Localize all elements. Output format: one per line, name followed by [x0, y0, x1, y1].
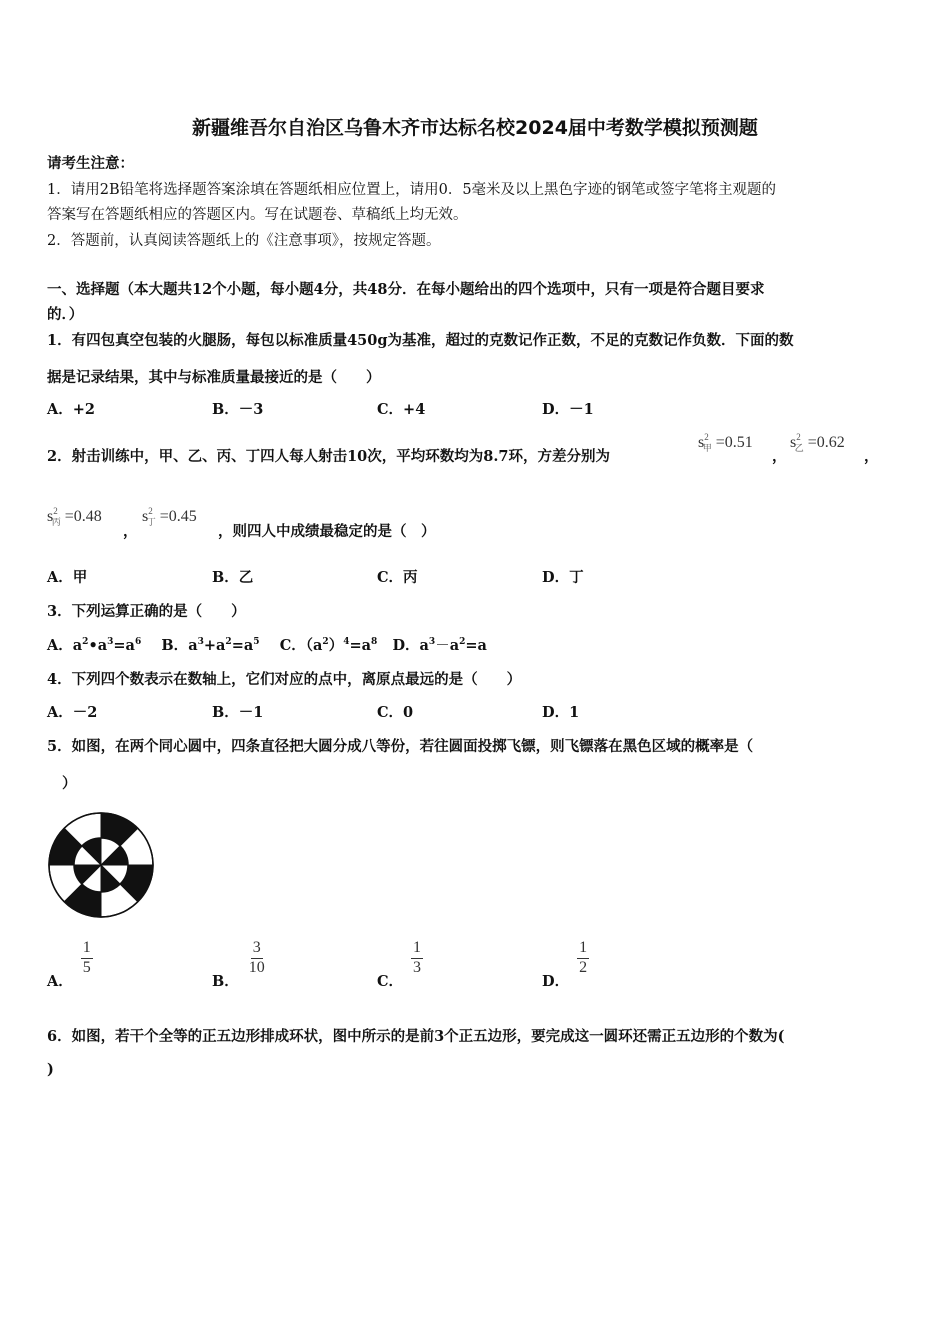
q5-text-line-1: 5．如图，在两个同心圆中，四条直径把大圆分成八等份，若往圆面投掷飞镖，则飞镖落在黑色区域的概率是（: [47, 738, 754, 755]
q3-option-a[interactable]: A．$a^2•a^3=a^6$: [47, 637, 142, 654]
q2-variance-jia: $s^2_甲 =0.51$: [698, 432, 753, 453]
notice-heading: 请考生注意：: [47, 155, 134, 172]
q4-text: 4．下列四个数表示在数轴上，它们对应的点中，离原点最远的是（ ）: [47, 671, 522, 688]
notice-line-2: 2．答题前，认真阅读答题纸上的《注意事项》，按规定答题。: [47, 233, 441, 249]
q4-option-c[interactable]: C．0: [377, 704, 414, 721]
q2-comma-2: ，: [864, 448, 879, 465]
section-heading-line-1: 一、选择题（本大题共12个小题，每小题4分，共48分．在每小题给出的四个选项中，只有一项是符合题目要求: [47, 281, 765, 298]
notice-line-1a: 1．请用2B铅笔将选择题答案涂填在答题纸相应位置上，请用0．5毫米及以上黑色字迹的钢笔或签字笔将主观题的: [47, 182, 777, 198]
q5-option-d[interactable]: D． $\frac{1}{2}$: [542, 939, 588, 991]
q3-option-b[interactable]: B．$a^3+a^2=a^5$: [161, 637, 260, 654]
q3-option-d[interactable]: D．$a^3-a^2=a$: [392, 637, 487, 654]
q6-text-line-1: 6．如图，若干个全等的正五边形排成环状，图中所示的是前3个正五边形，要完成这一圆环还需正五边形的个数为(: [47, 1028, 785, 1045]
q2-comma-3: ，: [123, 523, 138, 540]
q5-option-c[interactable]: C． $\frac{1}{3}$: [377, 939, 422, 991]
q1-option-c[interactable]: C．+4: [377, 401, 426, 418]
page-title: 新疆维吾尔自治区乌鲁木齐市达标名校2024届中考数学模拟预测题: [192, 117, 758, 139]
q1-option-a[interactable]: A．+2: [47, 401, 95, 418]
q2-variance-bing: $s^2_丙 =0.48$: [47, 506, 102, 527]
q1-option-d[interactable]: D．－1: [542, 401, 594, 418]
section-heading-line-2: 的．）: [47, 306, 84, 323]
q4-option-d[interactable]: D．1: [542, 704, 580, 721]
concentric-circles-figure: [46, 810, 156, 920]
q2-option-d[interactable]: D．丁: [542, 569, 584, 586]
q2-option-b[interactable]: B．乙: [212, 569, 254, 586]
q3-text: 3．下列运算正确的是（ ）: [47, 603, 246, 620]
q4-option-b[interactable]: B．－1: [212, 704, 264, 721]
q2-text-line-2: ，则四人中成绩最稳定的是（ ）: [218, 523, 436, 540]
q3-options-row: [47, 634, 487, 655]
q5-option-b[interactable]: B． $\frac{3}{10}$: [212, 939, 265, 991]
q2-text-line-1: 2．射击训练中，甲、乙、丙、丁四人每人射击10次，平均环数均为8.7环，方差分别为: [47, 448, 610, 465]
q6-text-line-2: ): [47, 1061, 54, 1078]
q5-text-line-2: ）: [62, 775, 77, 792]
q1-option-b[interactable]: B．－3: [212, 401, 264, 418]
q2-option-a[interactable]: A．甲: [47, 569, 88, 586]
q4-option-a[interactable]: A．－2: [47, 704, 98, 721]
q1-text-line-1: 1．有四包真空包装的火腿肠，每包以标准质量450g为基准，超过的克数记作正数，不足的克数记作负数．下面的数: [47, 332, 794, 349]
q1-text-line-2: 据是记录结果，其中与标准质量最接近的是（ ）: [47, 369, 381, 386]
notice-line-1b: 答案写在答题纸相应的答题区内。写在试题卷、草稿纸上均无效。: [47, 207, 468, 223]
q2-variance-yi: $s^2_乙 =0.62$: [790, 432, 845, 453]
q3-option-c[interactable]: C．$(a^2)^4=a^8$: [279, 637, 378, 654]
q2-comma-1: ，: [772, 448, 787, 465]
q2-variance-ding: $s^2_丁 =0.45$: [142, 506, 197, 527]
q5-option-a[interactable]: A． $\frac{1}{5}$: [47, 939, 91, 991]
q2-option-c[interactable]: C．丙: [377, 569, 418, 586]
